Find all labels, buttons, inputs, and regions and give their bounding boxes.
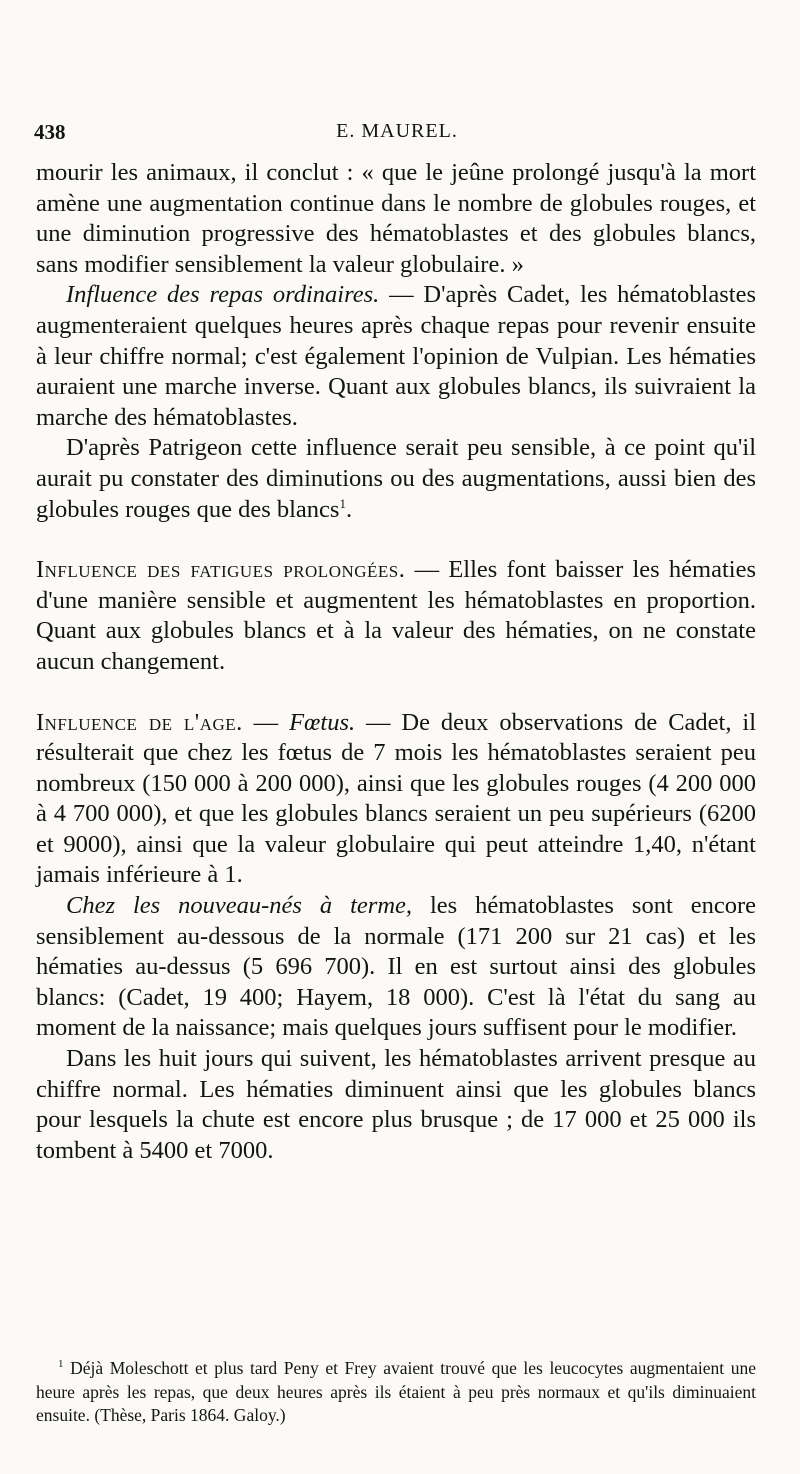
footnote-marker: 1 [58, 1358, 64, 1371]
paragraph-newborn [36, 891, 756, 1044]
section-title-meals: Influence des repas ordinaires. [66, 281, 380, 309]
paragraph-patrigeon-text: D'après Patrigeon cette influence serait peu sensible, à ce point qu'il aurait pu constater des diminutions ou des augmentations, aussi bien des globules rouges que des blancs [36, 434, 756, 523]
paragraph-meals [36, 280, 756, 433]
section-title-age: Influence de l'age. [36, 708, 243, 736]
subsection-title-foetus: Fœtus. [289, 708, 356, 736]
paragraph-newborn-text: les hématoblastes sont encore sensiblement au-dessous de la normale (171 200 sur 21 cas) et les hématies au-dessus (5 696 700). Il en est surtout ainsi des globules blancs: (Cadet, 19 400; Hayem, 18 000). C'est là l'état du sang au moment de la naissance; mais quelques jours suffisent pour le modifier. [36, 892, 756, 1042]
footnote-ref: 1 [339, 495, 346, 511]
paragraph-age [36, 708, 756, 892]
footnote [36, 1357, 756, 1428]
dash: — [242, 708, 290, 736]
paragraph-meals-text: — D'après Cadet, les hématoblastes augmenteraient quelques heures après chaque repas pour revenir ensuite à leur chiffre normal; c'est également l'opinion de Vulpian. Les hématies auraient une marche inverse. Quant aux globules blancs, ils suivraient la marche des hématoblastes. [36, 281, 756, 431]
page-number: 438 [34, 120, 66, 144]
paragraph-first-week: Dans les huit jours qui suivent, les hématoblastes arrivent presque au chiffre normal. Les hématies diminuent ainsi que les globules blancs pour lesquels la chute est encore plus brusque ; de 17 000 et 25 000 ils tombent à 5400 et 7000. [36, 1045, 756, 1164]
paragraph-patrigeon [36, 433, 756, 525]
paragraph-fasting-conclusion: mourir les animaux, il conclut : « que le jeûne prolongé jusqu'à la mort amène une augmentation continue dans le nombre de globules rouges, et une diminution progressive des hématoblastes et des globules blancs, sans modifier sensiblement la valeur globulaire. » [36, 159, 756, 278]
page-header [34, 120, 760, 146]
section-title-fatigue: Influence des fatigues prolongées. [36, 556, 406, 584]
paragraph-patrigeon-end: . [345, 495, 353, 523]
paragraph-fatigue-text: — Elles font baisser les hématies d'une manière sensible et augmentent les hématoblastes en proportion. Quant aux globules blancs et à la valeur des hématies, on ne constate aucun changement. [36, 556, 756, 675]
footnote-text: Déjà Moleschott et plus tard Peny et Frey avaient trouvé que les leucocytes augmentaient une heure après les repas, que deux heures après ils étaient à peu près normaux et qu'ils diminuaient ensuite. (Thèse, Paris 1864. Galoy.) [36, 1358, 756, 1425]
paragraph-fatigue [36, 555, 756, 677]
running-title: E. MAUREL. [336, 120, 458, 142]
main-text [36, 158, 756, 1166]
subsection-title-newborn: Chez les nouveau-nés à terme, [66, 892, 413, 920]
paragraph-foetus-text: — De deux observations de Cadet, il résulterait que chez les fœtus de 7 mois les hématoblastes seraient peu nombreux (150 000 à 200 000), ainsi que les globules rouges (4 200 000 à 4 700 000), et que les globules blancs seraient un peu supérieurs (6200 et 9000), ainsi que la valeur globulaire qui peut atteindre 1,40, n'étant jamais inférieure à 1. [36, 708, 757, 889]
